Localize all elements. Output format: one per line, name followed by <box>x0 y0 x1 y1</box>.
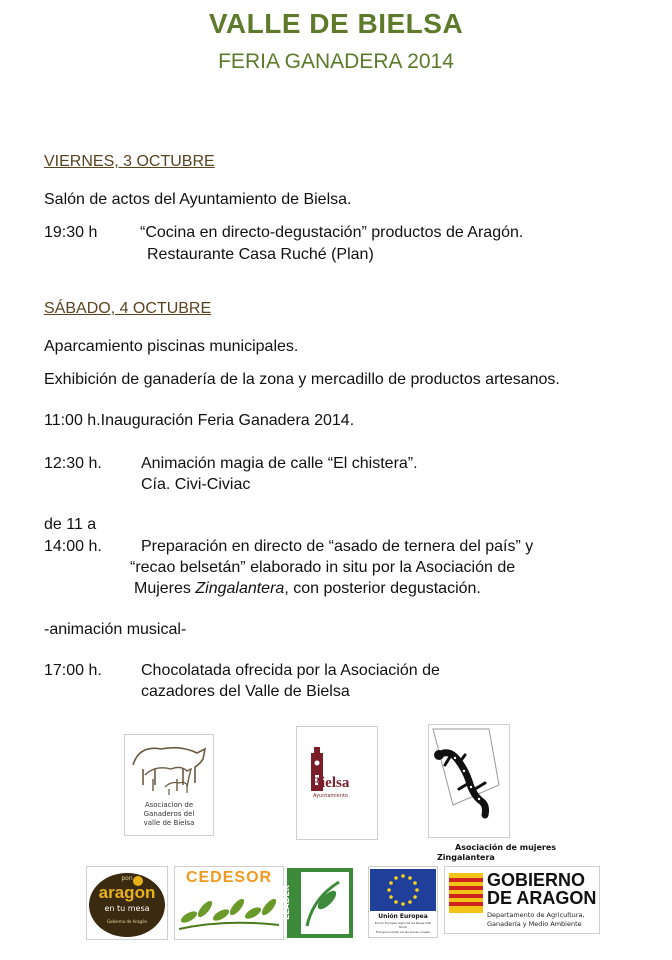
asado-line-1: Preparación en directo de “asado de ternera del país” y <box>141 538 534 555</box>
bielsa-name: Bielsa <box>311 775 350 791</box>
leader-leaf-icon <box>287 868 353 938</box>
leader-logo <box>282 868 353 938</box>
gobierno-dept-2: Ganadería y Medio Ambiente <box>487 920 582 928</box>
ganaderos-logo <box>124 734 214 836</box>
aragon-mesa-4: Gobierno de Aragón <box>106 919 148 924</box>
ganaderos-label-1: Asociacion de <box>144 801 194 809</box>
gobierno-aragon-logo <box>444 866 600 934</box>
bielsa-sub: Ayuntamiento <box>313 793 348 799</box>
leader-text: LEADER <box>282 884 292 921</box>
salamander-icon <box>429 725 509 837</box>
asado-line-2: “recao belsetán” elaborado in situ por la Asociación de <box>130 559 516 576</box>
eu-label-1: Unión Europea <box>378 913 428 920</box>
leaves-icon <box>175 889 283 939</box>
music-line: -animación musical- <box>44 621 187 638</box>
friday-time: 19:30 h <box>44 224 98 241</box>
bielsa-ayuntamiento-logo <box>296 726 378 840</box>
eu-label-3: Europa invierte en las zonas rurales <box>376 930 430 934</box>
ganaderos-label-2: Ganaderos del <box>143 810 195 818</box>
magic-event: Animación magia de calle “El chistera”. <box>141 455 418 472</box>
asado-line-3-pre: Mujeres <box>134 580 196 597</box>
aragon-mesa-3: en tu mesa <box>104 904 150 913</box>
cedesor-logo <box>174 866 284 940</box>
page-title: VALLE DE BIELSA <box>208 8 464 39</box>
livestock-icon <box>125 735 213 797</box>
mujeres-label-2: Zingalantera <box>437 853 495 862</box>
asado-line-3-post: , con posterior degustación. <box>284 580 481 597</box>
cedesor-text: CEDESOR <box>185 869 273 886</box>
ganaderos-label-3: valle de Bielsa <box>143 819 195 827</box>
gobierno-text-1: GOBIERNO <box>487 870 586 890</box>
magic-company: Cía. Civi-Civiac <box>141 476 251 493</box>
mujeres-label-1: Asociación de mujeres <box>455 843 557 852</box>
choco-line-1: Chocolatada ofrecida por la Asociación de <box>141 662 440 679</box>
friday-venue: Salón de actos del Ayuntamiento de Bielsa. <box>44 191 352 208</box>
saturday-heading: SÁBADO, 4 OCTUBRE <box>44 300 212 317</box>
gobierno-text-2: DE ARAGON <box>487 888 597 908</box>
saturday-inauguration: 11:00 h.Inauguración Feria Ganadera 2014. <box>44 412 355 429</box>
friday-event-place: Restaurante Casa Ruché (Plan) <box>147 246 374 263</box>
saturday-exhibition: Exhibición de ganadería de la zona y mercadillo de productos artesanos. <box>44 371 560 388</box>
zingalantera-logo <box>428 724 510 838</box>
asado-time-end: 14:00 h. <box>44 538 102 555</box>
asado-line-3-italic: Zingalantera <box>195 580 285 597</box>
aragon-mesa-1: pon <box>121 875 133 882</box>
eu-logo <box>368 866 438 938</box>
friday-heading: VIERNES, 3 OCTUBRE <box>44 153 215 170</box>
page-subtitle: FERIA GANADERA 2014 <box>218 50 454 73</box>
asado-line-3 <box>134 580 481 598</box>
aragon-mesa-2: aragon <box>98 883 156 902</box>
aragon-flag-icon <box>449 873 483 913</box>
saturday-venue: Aparcamiento piscinas municipales. <box>44 338 299 355</box>
friday-event: “Cocina en directo-degustación” productos de Aragón. <box>140 224 524 241</box>
asado-time-start: de 11 a <box>44 516 97 533</box>
magic-time: 12:30 h. <box>44 455 102 472</box>
eu-label-2: Fondo Europeo Agrícola de Desarrollo Rural <box>374 921 432 929</box>
eu-flag-icon <box>370 869 436 911</box>
gobierno-dept-1: Departamento de Agricultura, <box>487 911 585 919</box>
aragon-en-tu-mesa-logo <box>86 866 168 940</box>
choco-line-2: cazadores del Valle de Bielsa <box>141 683 350 700</box>
choco-time: 17:00 h. <box>44 662 102 679</box>
